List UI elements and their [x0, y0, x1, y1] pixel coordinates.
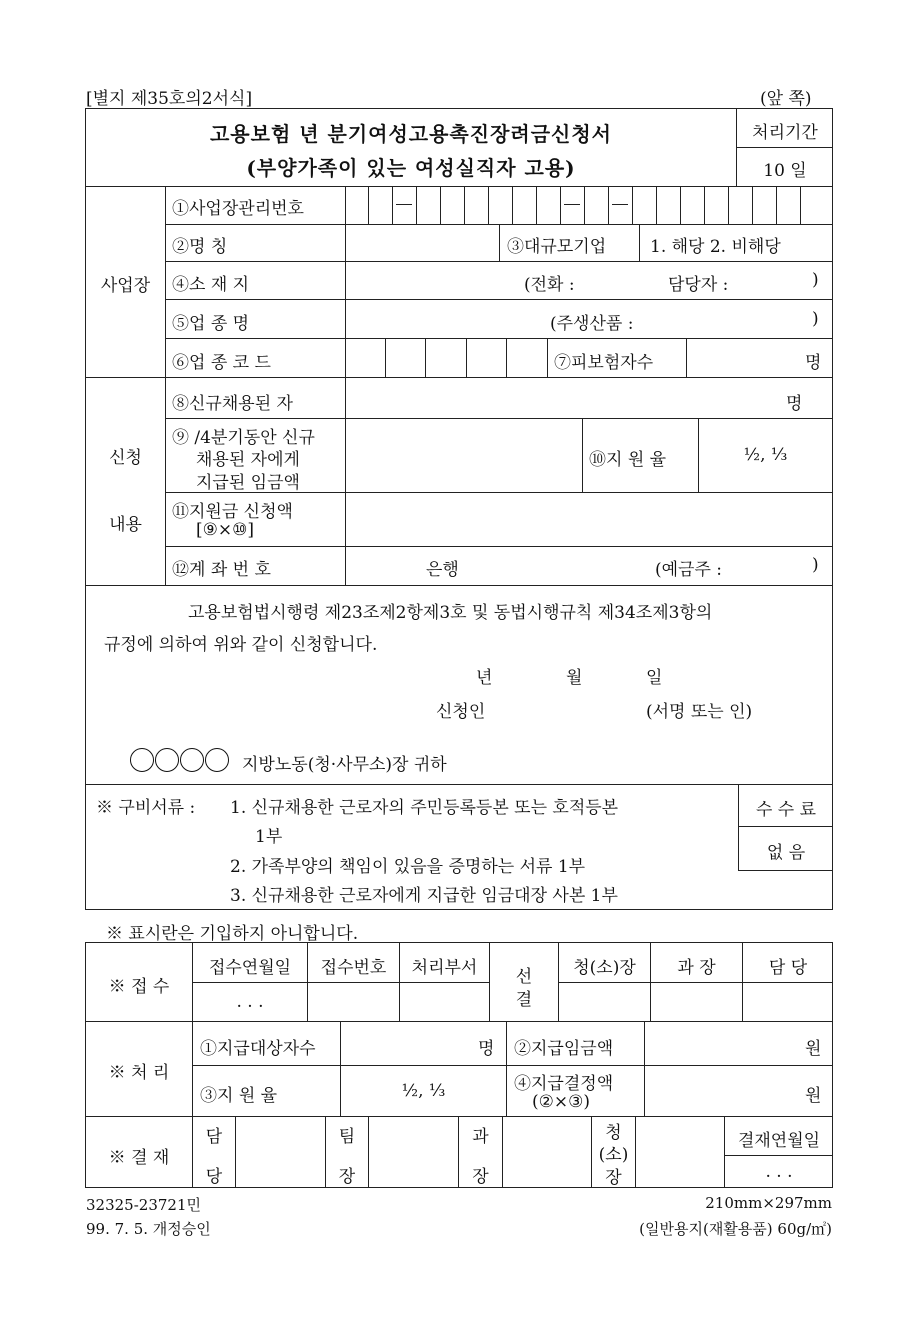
- form-code: 32325-23721민: [86, 1196, 201, 1214]
- section-head-label: 과 장: [677, 958, 716, 978]
- industry-code-label: ⑥업 종 코 드: [172, 353, 271, 373]
- year-label: 년: [476, 668, 493, 688]
- addressee: 지방노동(청·사무소)장 귀하: [242, 755, 447, 775]
- wage-label-2: 채용된 자에게: [196, 450, 300, 470]
- approval-chief-3: 장: [605, 1168, 622, 1188]
- office-rate-label: ③지 원 율: [200, 1086, 278, 1106]
- decision-label-1: ④지급결정액: [514, 1074, 614, 1094]
- approval-row-label: ※ 결 재: [108, 1148, 170, 1168]
- address-label: ④소 재 지: [172, 275, 250, 295]
- approval-label-top: 선: [515, 967, 533, 987]
- large-company-options[interactable]: 1. 해당 2. 비해당: [650, 237, 781, 257]
- insured-count-label: ⑦피보험자수: [554, 353, 654, 373]
- page-side: (앞 쪽): [760, 89, 812, 109]
- approval-label-bottom: 결: [515, 990, 533, 1010]
- approval-section-top: 과: [472, 1127, 489, 1147]
- chief-label: 청(소)장: [573, 958, 636, 978]
- large-company-label: ③대규모기업: [507, 237, 607, 257]
- new-hires-label: ⑧신규채용된 자: [172, 394, 293, 414]
- day-label: 일: [646, 668, 663, 688]
- declaration-line-1: 고용보험법시행령 제23조제2항제3호 및 동법시행규칙 제34조제3항의: [188, 603, 713, 623]
- approval-chief-1: 청: [605, 1123, 622, 1143]
- target-count-label: ①지급대상자수: [200, 1039, 316, 1059]
- account-label: ⑫계 좌 번 호: [172, 560, 271, 580]
- receipt-number-label: 접수번호: [320, 958, 387, 978]
- industry-code-boxes[interactable]: [345, 338, 548, 377]
- signature-label: (서명 또는 인): [646, 702, 753, 722]
- process-label: ※ 처 리: [108, 1063, 170, 1083]
- declaration-line-2: 규정에 의하여 위와 같이 신청합니다.: [104, 635, 378, 655]
- staff-label: 담 당: [768, 958, 808, 978]
- product-close: ): [812, 309, 819, 329]
- approval-date-blank: . . .: [765, 1162, 793, 1182]
- holder-label: (예금주 :: [655, 560, 723, 580]
- approval-section-bottom: 장: [472, 1167, 489, 1187]
- document-1-count: 1부: [255, 827, 283, 847]
- receipt-date-blank: . . .: [236, 992, 264, 1012]
- document-1: 1. 신규채용한 근로자의 주민등록등본 또는 호적등본: [230, 798, 619, 818]
- revision-approval: 99. 7. 5. 개정승인: [86, 1220, 211, 1238]
- company-name-label: ②명 칭: [172, 237, 228, 257]
- receipt-date-label: 접수연월일: [208, 958, 292, 978]
- phone-label: (전화 :: [524, 275, 575, 295]
- mgmt-number-label: ①사업장관리번호: [172, 199, 304, 219]
- wage-label-3: 지급된 임금액: [196, 473, 300, 493]
- amount-label-2: [⑨×⑩]: [196, 520, 254, 540]
- office-note: ※ 표시란은 기입하지 아니합니다.: [106, 924, 359, 944]
- amount-label-1: ⑪지원금 신청액: [172, 502, 293, 522]
- approval-chief-2: (소): [598, 1145, 629, 1165]
- new-hires-unit: 명: [786, 394, 803, 414]
- application-section-label-1: 신청: [109, 448, 142, 468]
- department-label: 처리부서: [411, 958, 478, 978]
- fee-value: 없 음: [766, 843, 806, 863]
- wage-label-1: ⑨ /4분기동안 신규: [172, 428, 315, 448]
- manager-label: 담당자 :: [668, 275, 729, 295]
- company-name-field[interactable]: [346, 225, 498, 260]
- fee-label: 수 수 료: [755, 800, 817, 820]
- workplace-section-label: 사업장: [100, 276, 151, 296]
- mgmt-number-boxes[interactable]: [345, 186, 833, 224]
- wage-paid-unit: 원: [805, 1039, 822, 1059]
- month-label: 월: [566, 668, 583, 688]
- holder-close: ): [812, 555, 819, 575]
- paper-spec: (일반용지(재활용품) 60g/㎡): [639, 1220, 832, 1238]
- wage-paid-label: ②지급임금액: [514, 1039, 614, 1059]
- amount-field[interactable]: [346, 493, 832, 545]
- approval-team-top: 팀: [338, 1127, 356, 1147]
- approval-staff-bottom: 당: [205, 1167, 223, 1187]
- target-count-unit: 명: [478, 1039, 495, 1059]
- form-subtitle: (부양가족이 있는 여성실직자 고용): [246, 156, 576, 180]
- office-circles: [130, 748, 230, 772]
- document-3: 3. 신규채용한 근로자에게 지급한 임금대장 사본 1부: [230, 886, 618, 906]
- office-rate-value: ½, ⅓: [401, 1081, 446, 1101]
- processing-period-value: 10 일: [763, 161, 807, 181]
- decision-label-2: (②×③): [532, 1092, 590, 1112]
- wage-amount-field[interactable]: [346, 419, 581, 491]
- paper-size: 210mm×297mm: [705, 1194, 832, 1212]
- approval-team-bottom: 장: [338, 1167, 356, 1187]
- support-rate-label: ⑩지 원 율: [589, 450, 667, 470]
- receipt-label: ※ 접 수: [108, 977, 170, 997]
- application-section-label-2: 내용: [109, 515, 142, 535]
- applicant-label: 신청인: [436, 702, 486, 722]
- documents-heading: ※ 구비서류 :: [96, 798, 196, 818]
- support-rate-value: ½, ⅓: [743, 445, 788, 465]
- decision-unit: 원: [805, 1086, 822, 1106]
- form-title: 고용보험 년 분기여성고용촉진장려금신청서: [209, 122, 612, 146]
- industry-label: ⑤업 종 명: [172, 314, 250, 334]
- product-label: (주생산품 :: [550, 314, 634, 334]
- bank-label: 은행: [426, 560, 459, 580]
- approval-date-label: 결재연월일: [737, 1131, 821, 1151]
- processing-period-label: 처리기간: [752, 123, 818, 143]
- form-number: [별지 제35호의2서식]: [86, 89, 253, 109]
- address-close: ): [812, 270, 819, 290]
- document-2: 2. 가족부양의 책임이 있음을 증명하는 서류 1부: [230, 857, 586, 877]
- approval-staff-top: 담: [205, 1127, 223, 1147]
- insured-count-unit: 명: [805, 353, 822, 373]
